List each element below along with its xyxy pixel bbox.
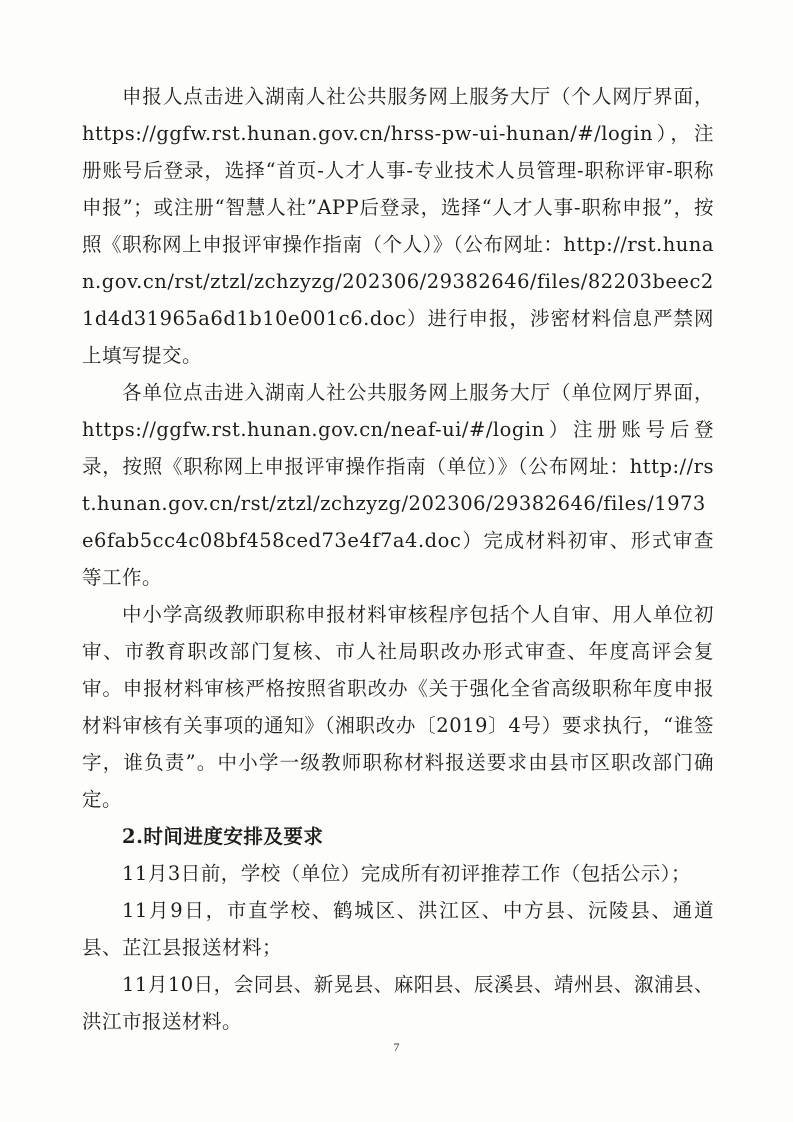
paragraph-review-procedure: 中小学高级教师职称申报材料审核程序包括个人自审、用人单位初审、市教育职改部门复核、市人社局职改办形式审查、年度高评会复审。申报材料审核严格按照省职改办《关于强化全省高级职称年度申报材料审核有关事项的通知》（湘职改办〔2019〕4号）要求执行，“谁签字，谁负责”。中小学一级教师职称材料报送要求由县市区职改部门确定。	[82, 603, 714, 811]
document-body	[82, 78, 714, 1040]
page-number: 7	[393, 1040, 400, 1054]
paragraph-unit-review: 各单位点击进入湖南人社公共服务网上服务大厅（单位网厅界面，https://ggfw.rst.hunan.gov.cn/neaf-ui/#/login）注册账号后登录，按照《职称网上申报评审操作指南（单位）》（公布网址：http://rst.hunan.gov.cn/rst/ztzl/zchzyzg/202306/29382646/files/1973e6fab5cc4c08bf458ced73e4f7a4.doc）完成材料初审、形式审查等工作。	[82, 381, 714, 589]
paragraph-nov-10: 11月10日，会同县、新晃县、麻阳县、辰溪县、靖州县、溆浦县、洪江市报送材料。	[82, 973, 714, 1033]
paragraph-nov-3: 11月3日前，学校（单位）完成所有初评推荐工作（包括公示）；	[122, 862, 691, 885]
paragraph-personal-application: 申报人点击进入湖南人社公共服务网上服务大厅（个人网厅界面，https://ggfw.rst.hunan.gov.cn/hrss-pw-ui-hunan/#/login），注册账号后登录，选择“首页-人才人事-专业技术人员管理-职称评审-职称申报”；或注册“智慧人社”APP后登录，选择“人才人事-职称申报”，按照《职称网上申报评审操作指南（个人）》（公布网址：http://rst.hunan.gov.cn/rst/ztzl/zchzyzg/202306/29382646/files/82203beec21d4d31965a6d1b10e001c6.doc）进行申报，涉密材料信息严禁网上填写提交。	[82, 85, 714, 367]
paragraph-nov-9: 11月9日，市直学校、鹤城区、洪江区、中方县、沅陵县、通道县、芷江县报送材料；	[82, 899, 714, 959]
section-heading-schedule: 2.时间进度安排及要求	[122, 825, 324, 848]
